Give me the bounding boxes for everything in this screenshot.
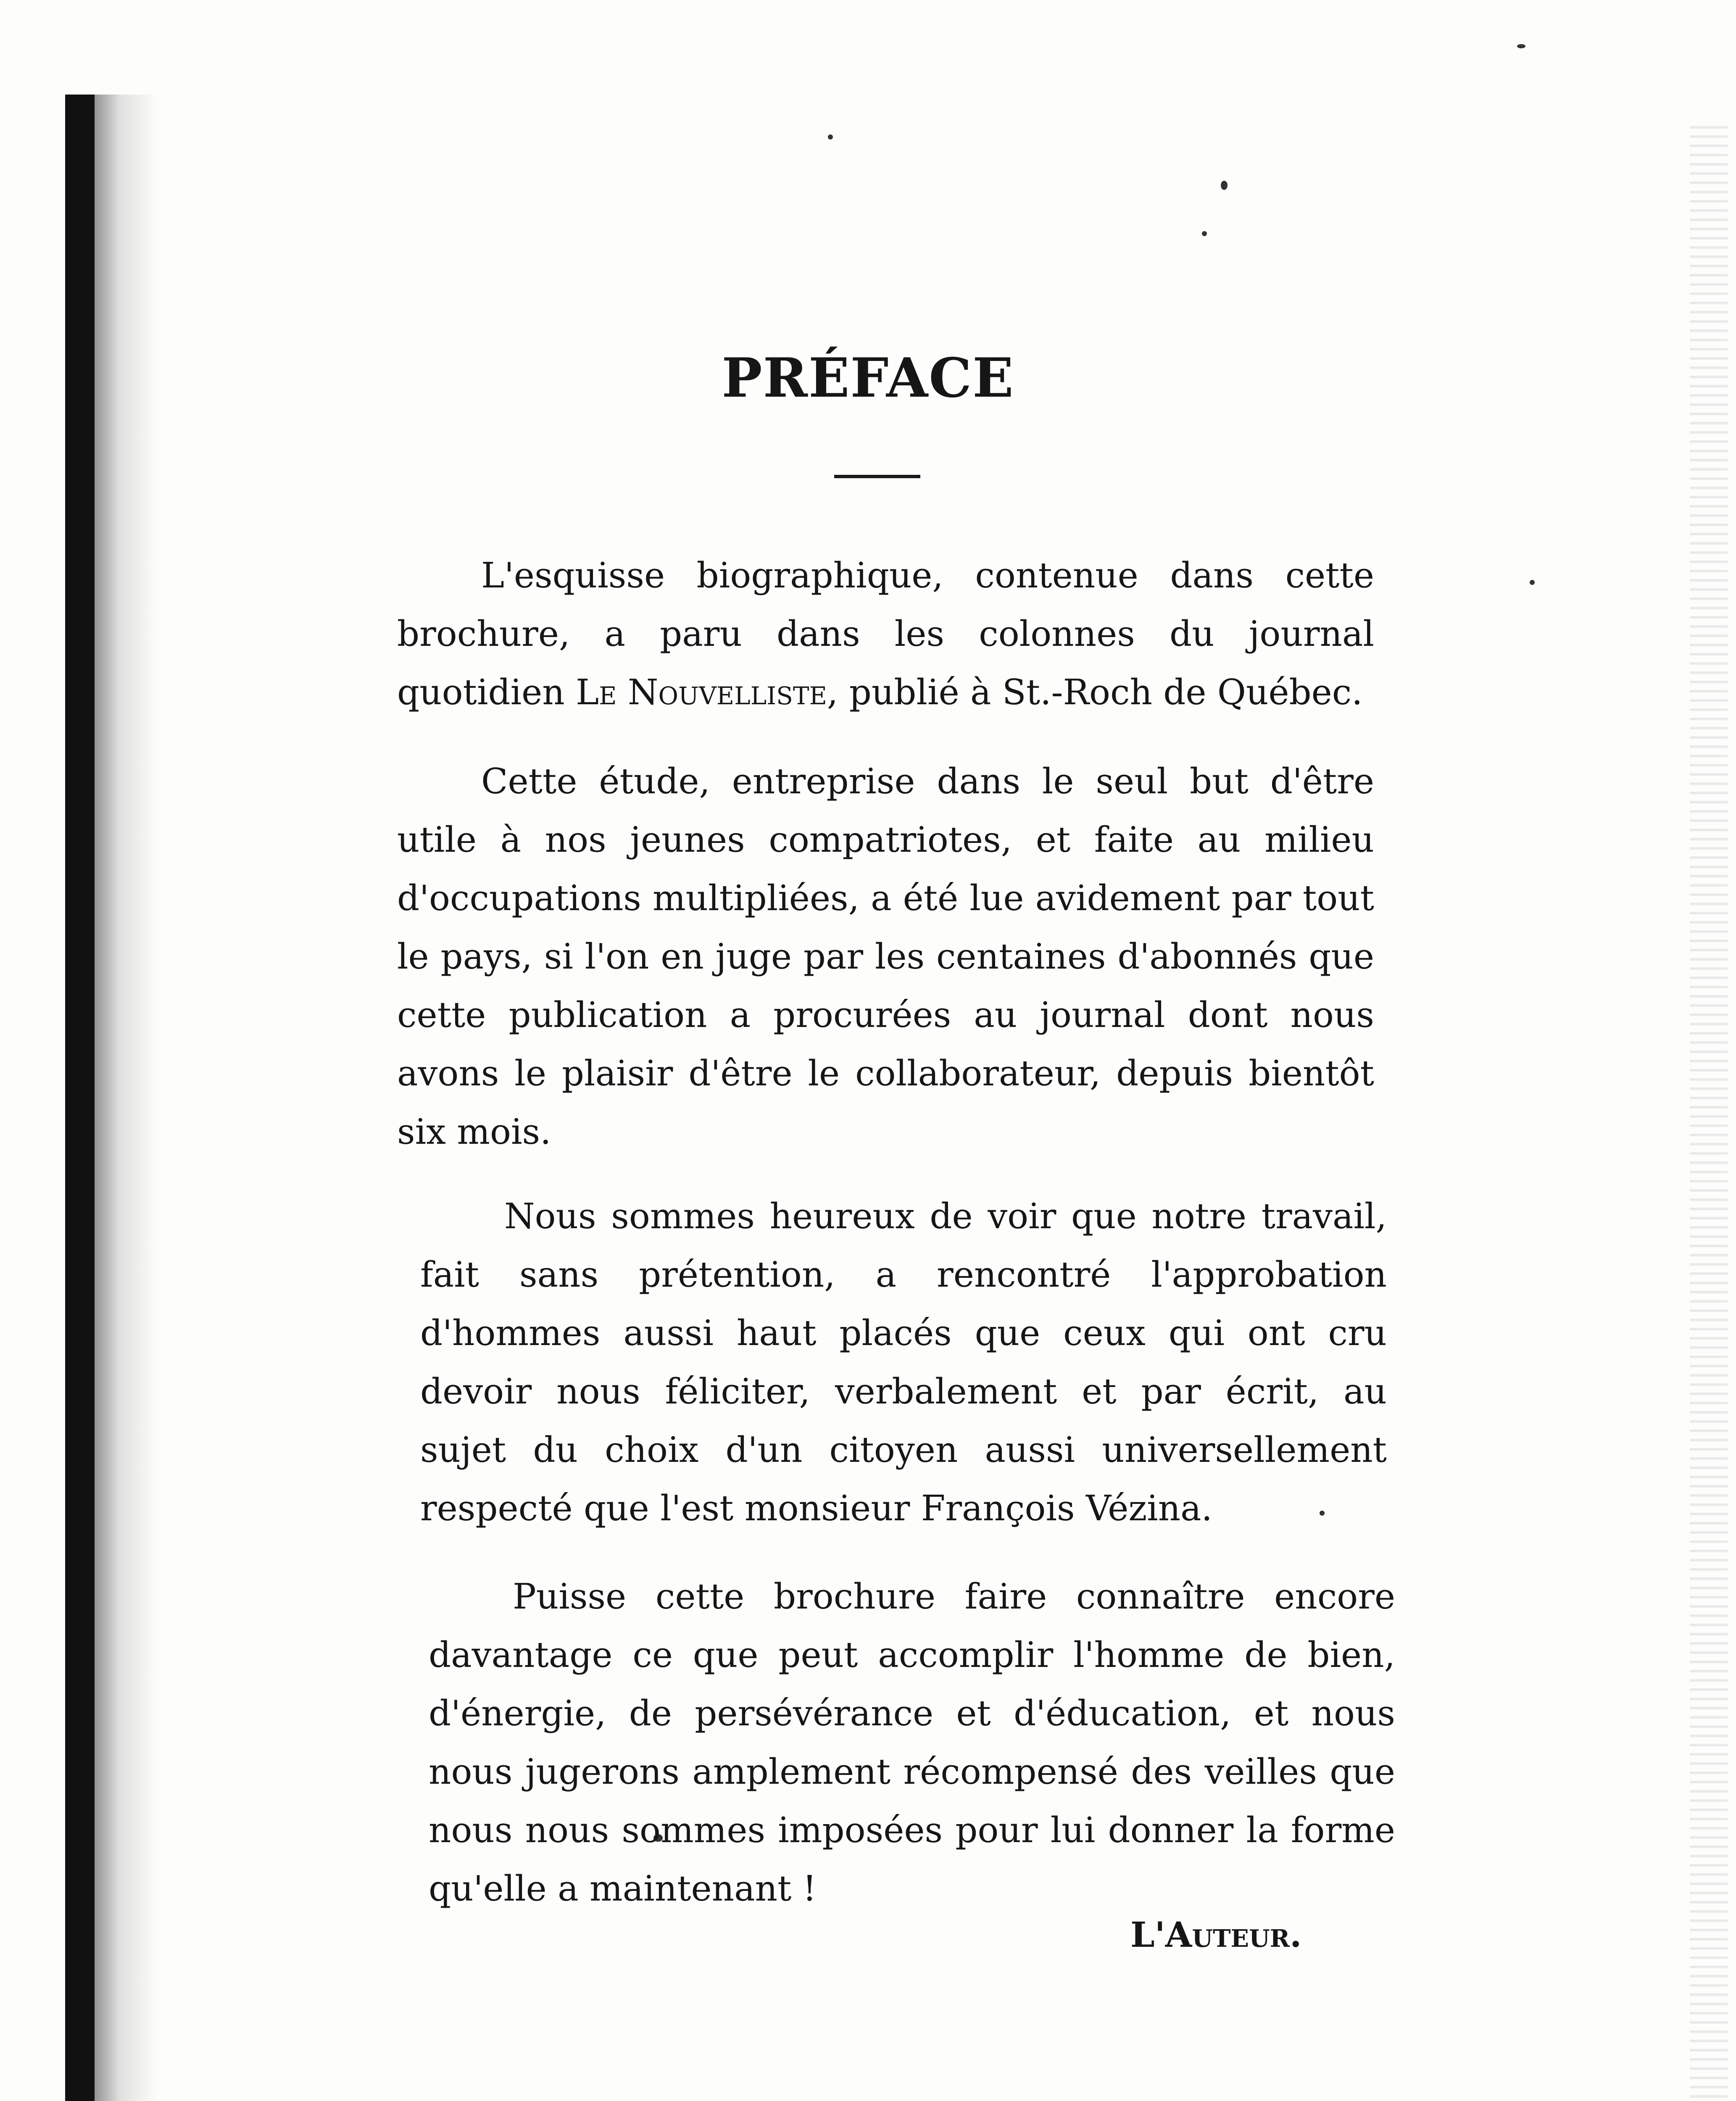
scan-speck (1517, 44, 1525, 48)
paragraph-1-lead: L'esquisse biographique, contenue dans cette brochure, a paru dans les colonnes du journal quotidien (397, 555, 1374, 713)
page-title: PRÉFACE (722, 347, 1014, 410)
newspaper-name: Le Nouvelliste (576, 672, 827, 713)
paragraph-2 (397, 752, 1374, 1161)
paragraph-3 (420, 1187, 1387, 1538)
paragraph-3-text: Nous sommes heureux de voir que notre travail, fait sans prétention, a rencontré l'approbation d'hommes aussi haut placés que ceux qui ont cru devoir nous féliciter, verbalement et par écrit, au sujet du choix d'un citoyen aussi universellement respecté que l'est monsieur François Vézina. (420, 1196, 1387, 1529)
paragraph-1-text (397, 546, 1374, 721)
paragraph-1-tail: , publié à St.-Roch de Québec. (827, 672, 1363, 713)
paragraph-1 (397, 546, 1374, 721)
scan-speck (828, 134, 833, 140)
author-signature: L'Auteur. (1130, 1915, 1302, 1955)
paragraph-4 (429, 1567, 1395, 1918)
paragraph-4-text: Puisse cette brochure faire connaître encore davantage ce que peut accomplir l'homme de bien, d'énergie, de persévérance et d'éducation, et nous nous jugerons amplement récompensé des veilles que nous nous sommes imposées pour lui donner la forme qu'elle a maintenant ! (429, 1576, 1395, 1909)
page-edge-noise (1690, 126, 1728, 2101)
paragraph-2-text: Cette étude, entreprise dans le seul but d'être utile à nos jeunes compatriotes, et faite au milieu d'occupations multipliées, a été lue avidement par tout le pays, si l'on en juge par les centaines d'abonnés que cette publication a procurées au journal dont nous avons le plaisir d'être le collaborateur, depuis bientôt six mois. (397, 761, 1374, 1152)
scan-speck (1202, 231, 1207, 236)
title-rule (834, 475, 920, 478)
scan-speck (1530, 580, 1535, 585)
scan-speck (1221, 181, 1228, 190)
